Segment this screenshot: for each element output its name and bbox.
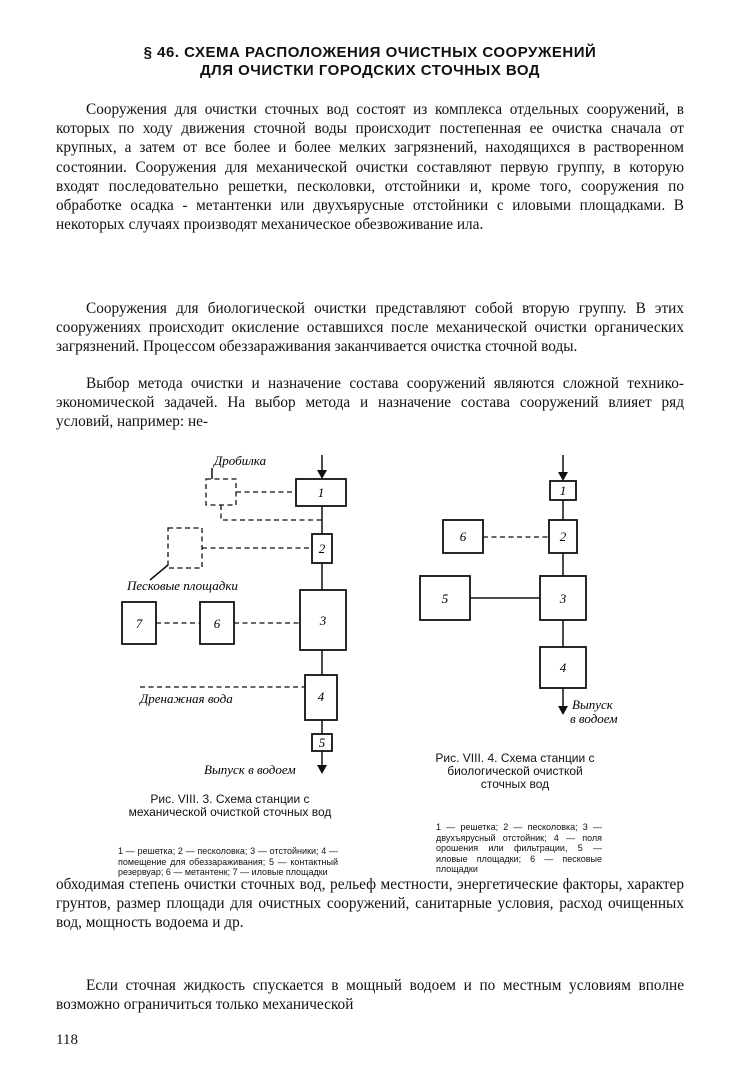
figure-1-caption: Рис. VIII. 3. Схема станции с механической очисткой сточных вод (128, 792, 332, 819)
paragraph-1: Сооружения для очистки сточных вод состоят из комплекса отдельных сооружений, в которых по ходу движения сточной воды происходит постепенная ее очистка сначала от крупных, а затем от все более и более мелких загрязнений, находящихся в растворенном состоянии. Сооружения для механической очистки составляют первую группу, в которую входят последовательно решетки, песколовки, отстойники и, кроме того, сооружения по обработке осадка - метантенки или двухъярусные отстойники с иловыми площадками. В некоторых случаях производят механическое обезвоживание ила. (56, 101, 684, 234)
crusher-block (206, 479, 236, 505)
outlet-label-line-1: Выпуск (572, 697, 613, 712)
inflow-arrow-icon (558, 472, 568, 481)
block-2-number: 2 (318, 541, 326, 556)
paragraph-2: Сооружения для биологической очистки представляют собой вторую группу. В этих сооружениях происходит окисление оставшихся после механической очистки органических загрязнений. Процессом обеззараживания заканчивается очистка сточной воды. (56, 300, 684, 356)
block-5-number: 5 (441, 591, 449, 606)
block-1-number: 1 (559, 483, 567, 498)
crusher-label: Дробилка (214, 453, 267, 468)
inflow-arrow-icon (317, 470, 327, 479)
figure-1-diagram (122, 453, 346, 777)
sand-beds-label: Песковые площадки (127, 578, 238, 593)
paragraph-4: обходимая степень очистки сточных вод, рельеф местности, энергетические факторы, характер грунтов, размер площади для очистных сооружений, санитарные условия, расход очищенных вод, мощность водоема и др. (56, 876, 684, 932)
block-4-number: 4 (317, 689, 325, 704)
page-number: 118 (56, 1032, 78, 1048)
block-3-number: 3 (319, 613, 327, 628)
section-heading (40, 44, 700, 80)
heading-line-1: § 46. СХЕМА РАСПОЛОЖЕНИЯ ОЧИСТНЫХ СООРУЖЕНИЙ (143, 44, 597, 61)
block-6-number: 6 (213, 616, 221, 631)
figure-2-legend: 1 — решетка; 2 — песколовка; 3 — двухъярусный отстойник; 4 — поля орошения или фильтрации, 5 — иловые площадки; 6 — песковые площадки (436, 822, 602, 874)
block-7-number: 7 (135, 616, 143, 631)
figure-2-caption: Рис. VIII. 4. Схема станции с биологической очисткой сточных вод (435, 751, 595, 791)
block-5-number: 5 (318, 735, 326, 750)
sand-beds-block (168, 528, 202, 568)
paragraph-5: Если сточная жидкость спускается в мощный водоем и по местным условиям вполне возможно ограничиться только механической (56, 977, 684, 1014)
dashed-link (221, 505, 322, 520)
figure-2-diagram (420, 455, 618, 726)
outlet-arrow-icon (558, 706, 568, 715)
figures (0, 440, 734, 790)
outlet-arrow-icon (317, 765, 327, 774)
outlet-label-line-2: в водоем (570, 711, 618, 726)
outlet-label: Выпуск в водоем (204, 762, 296, 777)
heading-line-2: ДЛЯ ОЧИСТКИ ГОРОДСКИХ СТОЧНЫХ ВОД (199, 62, 540, 79)
block-4-number: 4 (559, 660, 567, 675)
paragraph-3: Выбор метода очистки и назначение состава сооружений являются сложной технико-экономической задачей. На выбор метода и назначение состава сооружений влияет ряд условий, например: не- (56, 375, 684, 431)
block-3-number: 3 (559, 591, 567, 606)
block-2-number: 2 (559, 529, 567, 544)
block-6-number: 6 (459, 529, 467, 544)
drainage-label: Дренажная вода (140, 691, 233, 706)
block-1-number: 1 (317, 485, 325, 500)
figure-1-legend: 1 — решетка; 2 — песколовка; 3 — отстойники; 4 — помещение для обеззараживания; 5 — контактный резервуар; 6 — метантенк; 7 — иловые площадки (118, 846, 338, 877)
